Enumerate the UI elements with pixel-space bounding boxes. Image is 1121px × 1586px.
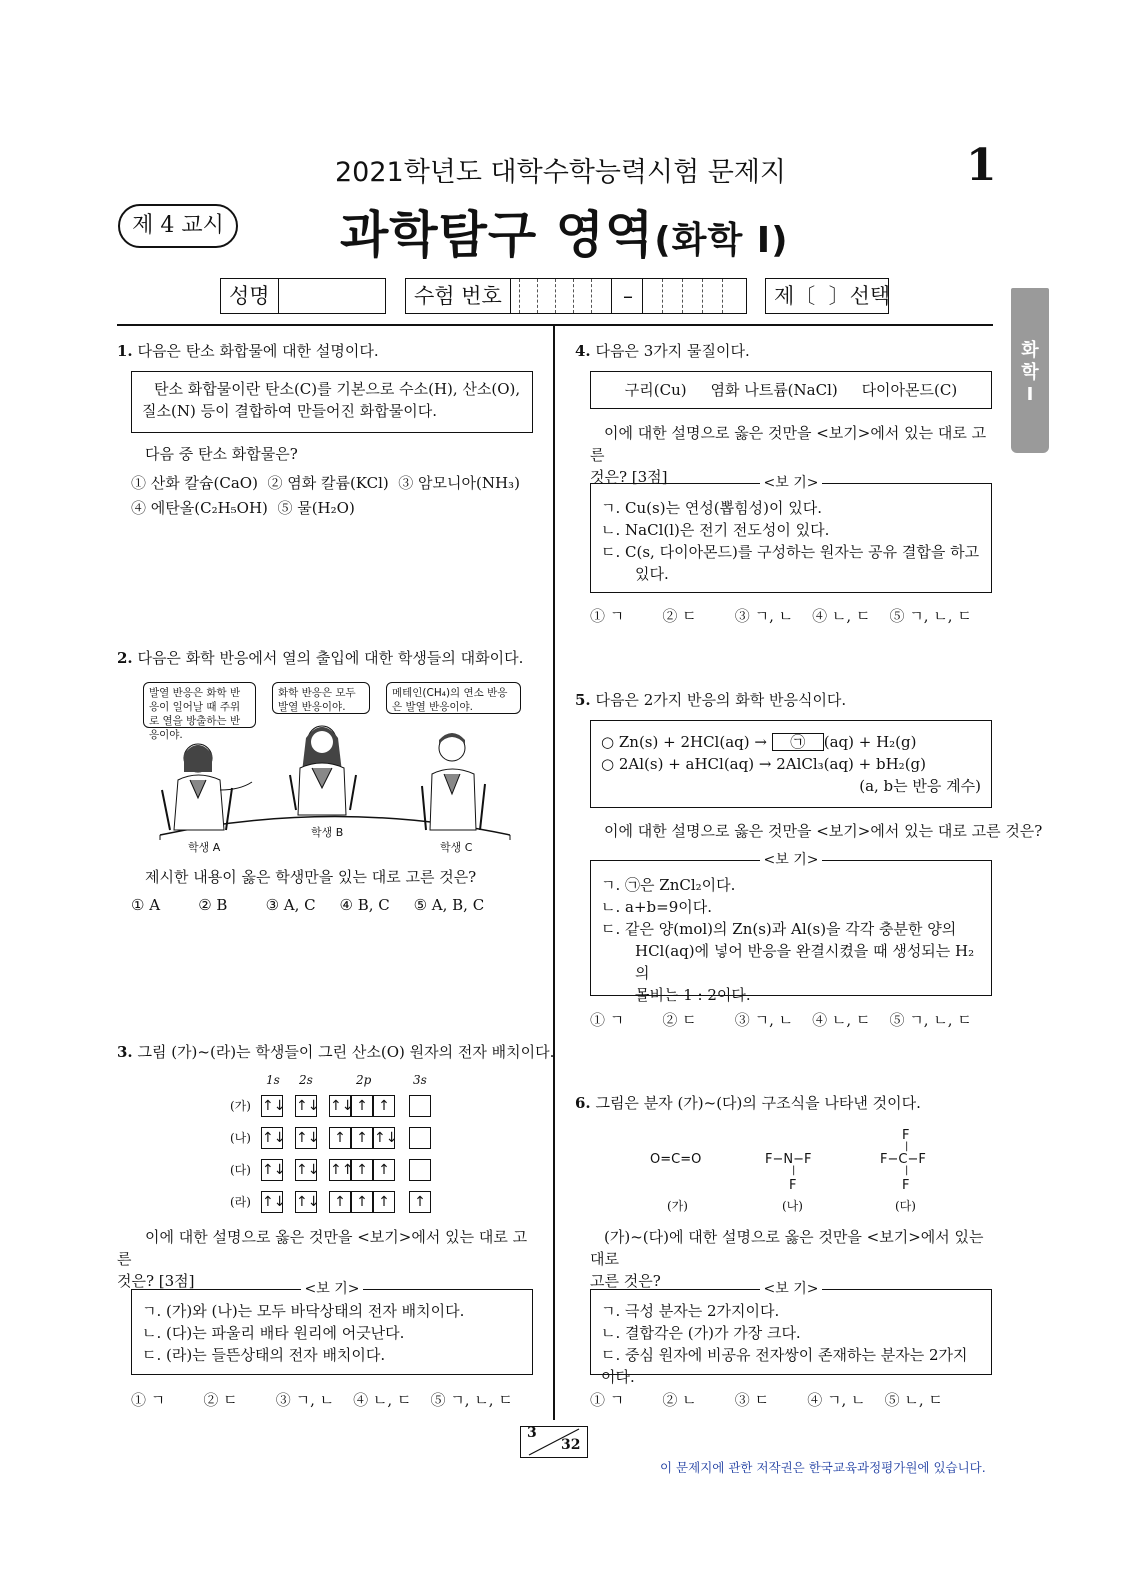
q3-bogi-item: ㄷ. (라)는 들뜬상태의 전자 배치이다. [142,1346,386,1364]
subject-side-tab [1011,288,1049,453]
q5-bogi-item: ㄴ. a+b=9이다. [601,898,712,916]
name-label: 성명 [221,279,279,313]
q1-box-line2: 질소(N) 등이 결합하여 만들어진 화합물이다. [142,402,438,420]
page-current: 3 [527,1425,537,1441]
orbital-row [230,1126,440,1150]
q2-label-c: 학생 C [440,841,473,854]
header-divider [117,324,993,326]
q6-stem-text: 그림은 분자 (가)~(다)의 구조식을 나타낸 것이다. [595,1094,921,1112]
copyright-notice: 이 문제지에 관한 저작권은 한국교육과정평가원에 있습니다. [660,1460,986,1475]
q1-choices-line2[interactable]: ④ 에탄올(C₂H₅OH) ⑤ 물(H₂O) [131,499,355,517]
q4-bogi-item: ㄱ. Cu(s)는 연성(뽑힘성)이 있다. [601,499,822,517]
q3-bogi-title-text: <보 기> [301,1281,364,1297]
exam-title: 2021학년도 대학수학능력시험 문제지 [334,157,787,188]
q5-question: 이에 대한 설명으로 옳은 것만을 <보기>에서 있는 대로 고른 것은? [604,822,1043,840]
orbital-box: ↑ [373,1191,395,1213]
q3-orbital-diagram [230,1073,440,1218]
period-label: 제 4 교시 [118,204,238,248]
q5-bogi-title [591,849,991,871]
orbital-box: ↑ [329,1127,351,1149]
q3-bogi-title [132,1278,532,1300]
q3-question-line2: 것은? [3점] [117,1272,195,1290]
q5-eq1-left: ○ Zn(s) + 2HCl(aq) → [601,733,767,751]
side-tab-label: 화학Ⅰ [1021,340,1039,405]
orbital-box: ↑ [329,1191,351,1213]
q2-stem-text: 다음은 화학 반응에서 열의 출입에 대한 학생들의 대화이다. [137,649,524,667]
q4-bogi-title-text: <보 기> [760,475,823,491]
q1-box-line1: 탄소 화합물이란 탄소(C)를 기본으로 수소(H), 산소(O), [154,380,521,398]
q4-bogi-item: 있다. [635,565,669,583]
orbital-header-3s: 3s [413,1073,427,1087]
orbital-row-label: (가) [230,1099,251,1113]
orbital-box [409,1159,431,1181]
column-divider [553,325,555,1420]
q2-bubble-a: 발열 반응은 화학 반응이 일어날 때 주위로 열을 방출하는 반응이야. [143,682,256,728]
exam-number-dash: – [623,284,633,308]
page-number-box [520,1426,588,1458]
name-field[interactable] [220,278,386,314]
q6-bogi-item: ㄱ. 극성 분자는 2가지이다. [601,1302,780,1320]
q2-number: 2. [117,649,133,667]
q3-choices[interactable]: ① ㄱ ② ㄷ ③ ㄱ, ㄴ ④ ㄴ, ㄷ ⑤ ㄱ, ㄴ, ㄷ [131,1391,513,1409]
q5-choices[interactable]: ① ㄱ ② ㄷ ③ ㄱ, ㄴ ④ ㄴ, ㄷ ⑤ ㄱ, ㄴ, ㄷ [590,1011,972,1029]
orbital-box: ↑↑ [329,1159,351,1181]
orbital-header-2p: 2p [356,1073,372,1087]
orbital-box: ↑ [351,1191,373,1213]
q5-bogi-item: 몰비는 1 : 2이다. [635,986,751,1004]
orbital-box [409,1127,431,1149]
q3-stem-text: 그림 (가)~(라)는 학생들이 그린 산소(O) 원자의 전자 배치이다. [137,1043,555,1061]
q3-bogi-item: ㄴ. (다)는 파울리 배타 원리에 어긋난다. [142,1324,405,1342]
q4-bogi-item: ㄴ. NaCl(l)은 전기 전도성이 있다. [601,521,830,539]
orbital-box: ↑ [351,1095,373,1117]
page-badge: 1 [966,140,997,191]
q6-molecule-a: O=C=O [650,1152,702,1167]
q6-stem [575,1092,921,1114]
orbital-row [230,1158,440,1182]
q6-molecule-b-bottom: F [789,1178,797,1193]
q4-bogi-item: ㄷ. C(s, 다이아몬드)를 구성하는 원자는 공유 결합을 하고 [601,543,980,561]
q3-number: 3. [117,1043,133,1061]
q6-label-b: (나) [782,1199,803,1213]
subject-title [340,195,789,267]
orbital-box: ↑↓ [295,1191,317,1213]
exam-number-label: 수험 번호 [406,279,511,313]
orbital-box [409,1095,431,1117]
orbital-row [230,1190,440,1214]
orbital-box: ↑↓ [295,1127,317,1149]
q5-blank-box: ㉠ [772,733,824,751]
q2-bubble-b: 화학 반응은 모두 발열 반응이야. [272,682,370,714]
q5-bogi-item: ㄱ. ㉠은 ZnCl₂이다. [601,876,736,894]
orbital-box: ↑↓ [261,1095,283,1117]
q5-equation-2: ○ 2Al(s) + aHCl(aq) → 2AlCl₃(aq) + bH₂(g) [601,755,927,773]
q2-label-b: 학생 B [311,826,344,839]
q6-bogi-item: ㄴ. 결합각은 (가)가 가장 크다. [601,1324,801,1342]
q6-question-line1: (가)~(다)에 대한 설명으로 옳은 것만을 <보기>에서 있는 대로 [590,1228,984,1268]
choice-label: 제〔 〕선택 [774,284,891,308]
q1-stem [117,340,379,362]
page-total: 32 [561,1437,581,1453]
q2-question: 제시한 내용이 옳은 학생만을 있는 대로 고른 것은? [145,868,477,886]
orbital-box: ↑ [351,1159,373,1181]
q1-number: 1. [117,342,133,360]
orbital-row-label: (라) [230,1195,251,1209]
orbital-box: ↑↓ [261,1191,283,1213]
q4-choices[interactable]: ① ㄱ ② ㄷ ③ ㄱ, ㄴ ④ ㄴ, ㄷ ⑤ ㄱ, ㄴ, ㄷ [590,607,972,625]
q4-stem-text: 다음은 3가지 물질이다. [595,342,750,360]
subject-name: 과학탐구 영역 [340,206,655,264]
q6-molecule-c-top: F [902,1128,910,1143]
q6-molecule-c-bottom: F [902,1178,910,1193]
q6-label-c: (다) [895,1199,916,1213]
q2-bubble-c: 메테인(CH₄)의 연소 반응은 발열 반응이야. [386,682,521,714]
q5-bogi-title-text: <보 기> [760,852,823,868]
exam-number-field[interactable] [405,278,747,314]
q1-info-box [131,371,533,433]
q6-molecule-c: F−C−F [880,1152,926,1167]
q4-question-line1: 이에 대한 설명으로 옳은 것만을 <보기>에서 있는 대로 고른 [590,424,987,464]
orbital-box: ↑↓ [261,1159,283,1181]
q1-choices-line1[interactable]: ① 산화 칼슘(CaO) ② 염화 칼륨(KCl) ③ 암모니아(NH₃) [131,474,520,492]
orbital-box: ↑ [373,1095,395,1117]
q5-stem [575,689,846,711]
q4-bogi-title [591,472,991,494]
orbital-box: ↑↓ [295,1159,317,1181]
q4-stem [575,340,750,362]
q5-bogi-item: ㄷ. 같은 양(mol)의 Zn(s)과 Al(s)을 각각 충분한 양의 [601,920,957,938]
q6-bogi-title-text: <보 기> [760,1281,823,1297]
orbital-header-1s: 1s [266,1073,280,1087]
q6-molecule-b: F−N−F [765,1152,812,1167]
q6-question-line2: 고른 것은? [590,1272,661,1290]
q5-stem-text: 다음은 2가지 반응의 화학 반응식이다. [595,691,847,709]
q5-bogi-box [590,852,992,1004]
orbital-row-label: (나) [230,1131,251,1145]
q5-equation-box [590,720,992,808]
q5-coefficient-note: (a, b는 반응 계수) [859,777,981,795]
orbital-box: ↑↓ [261,1127,283,1149]
q3-stem [117,1041,554,1063]
q6-choices[interactable]: ① ㄱ ② ㄴ ③ ㄷ ④ ㄱ, ㄴ ⑤ ㄴ, ㄷ [590,1391,943,1409]
orbital-header-2s: 2s [299,1073,313,1087]
q6-bogi-title [591,1278,991,1300]
orbital-box: ↑ [409,1191,431,1213]
q4-question-line2: 것은? [3점] [590,468,668,486]
q6-bogi-item: ㄷ. 중심 원자에 비공유 전자쌍이 존재하는 분자는 2가지이다. [601,1346,968,1386]
q6-number: 6. [575,1094,591,1112]
q1-stem-text: 다음은 탄소 화합물에 대한 설명이다. [137,342,379,360]
q4-substance-box: 구리(Cu) 염화 나트륨(NaCl) 다이아몬드(C) [590,371,992,409]
q3-question-line1: 이에 대한 설명으로 옳은 것만을 <보기>에서 있는 대로 고른 [117,1228,528,1268]
choice-field[interactable] [765,278,889,314]
q5-number: 5. [575,691,591,709]
q4-number: 4. [575,342,591,360]
q6-structure-diagram: O=C=O F−N−F | F F | F−C−F | F (가) (나) (다) [650,1128,926,1213]
q6-label-a: (가) [667,1199,688,1213]
q1-question: 다음 중 탄소 화합물은? [145,445,298,463]
q3-bogi-item: ㄱ. (가)와 (나)는 모두 바닥상태의 전자 배치이다. [142,1302,465,1320]
q5-equation-1 [601,731,981,753]
orbital-box: ↑ [373,1159,395,1181]
orbital-box: ↑ [351,1127,373,1149]
q2-label-a: 학생 A [188,841,221,854]
q5-eq1-right: (aq) + H₂(g) [823,733,917,751]
q3-bogi-box [131,1281,533,1375]
q2-stem [117,647,523,669]
q2-choices[interactable]: ① A ② B ③ A, C ④ B, C ⑤ A, B, C [131,896,485,914]
subject-sub: (화학 I) [654,220,789,261]
orbital-box: ↑↓ [295,1095,317,1117]
orbital-box: ↑↓ [329,1095,351,1117]
orbital-row-label: (다) [230,1163,251,1177]
q5-bogi-item: HCl(aq)에 넣어 반응을 완결시켰을 때 생성되는 H₂의 [635,942,975,982]
orbital-row [230,1094,440,1118]
orbital-box: ↑↓ [373,1127,395,1149]
